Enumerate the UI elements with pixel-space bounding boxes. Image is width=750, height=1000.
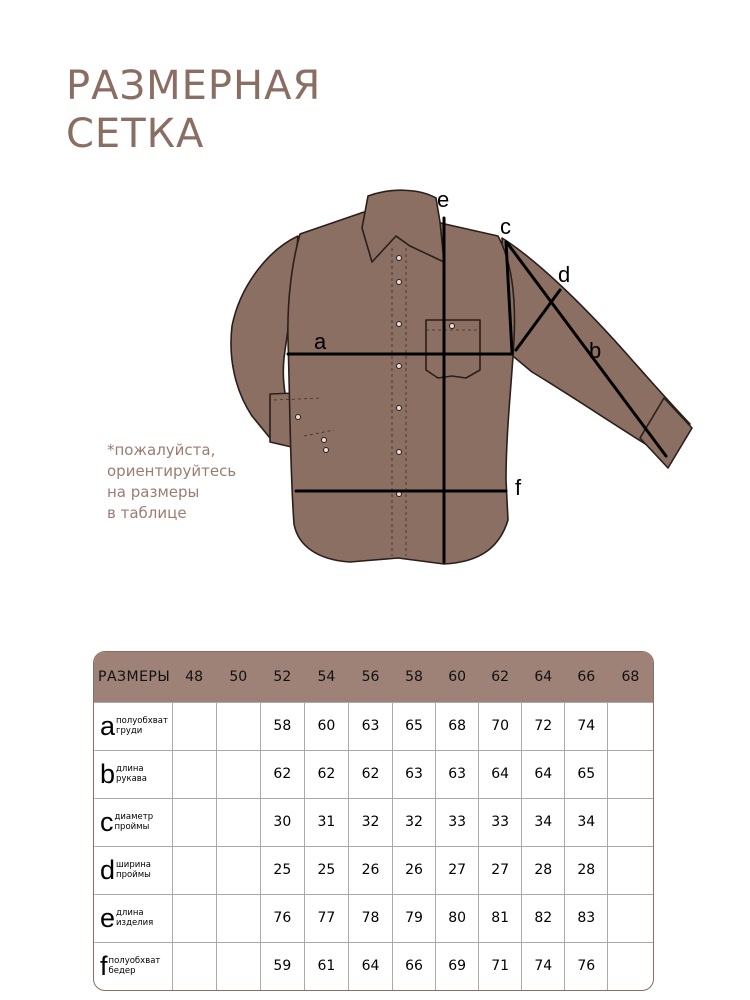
value-cell: 65	[565, 750, 608, 798]
parameter-description-line: длина	[116, 764, 144, 774]
value-cell: 63	[436, 750, 479, 798]
table-row	[94, 750, 653, 798]
value-cell	[172, 750, 216, 798]
parameter-description-line: ширина	[116, 860, 152, 870]
value-cell	[216, 702, 260, 750]
note-line-3: на размеры	[107, 483, 200, 501]
table-row	[94, 702, 653, 750]
value-cell: 28	[522, 846, 565, 894]
value-cell: 58	[260, 702, 304, 750]
value-cell: 74	[565, 702, 608, 750]
parameter-cell	[94, 846, 172, 894]
value-cell	[172, 894, 216, 942]
parameter-description-line: проймы	[116, 870, 151, 880]
shirt-body	[288, 212, 515, 564]
value-cell: 66	[393, 942, 436, 990]
table-row	[94, 894, 653, 942]
value-cell	[216, 798, 260, 846]
size-table	[93, 651, 654, 991]
note-line-1: *пожалуйста,	[107, 441, 216, 459]
size-header-cell: 52	[273, 668, 292, 685]
value-cell: 27	[436, 846, 479, 894]
value-cell: 72	[522, 702, 565, 750]
value-cell: 33	[436, 798, 479, 846]
parameter-letter: c	[100, 806, 114, 837]
parameter-description-line: проймы	[114, 822, 150, 832]
value-cell	[608, 750, 653, 798]
value-cell: 28	[565, 846, 608, 894]
label-b: b	[589, 338, 602, 363]
value-cell: 63	[348, 702, 392, 750]
button	[397, 450, 402, 455]
table-row	[94, 942, 653, 990]
table-row	[94, 798, 653, 846]
value-cell: 83	[565, 894, 608, 942]
button	[322, 438, 327, 443]
value-cell	[216, 942, 260, 990]
value-cell: 34	[565, 798, 608, 846]
size-header-row	[94, 652, 653, 702]
parameter-cell	[94, 702, 172, 750]
parameter-description-line: изделия	[116, 918, 154, 928]
button	[397, 364, 402, 369]
note-line-2: ориентируйтесь	[107, 462, 237, 480]
value-cell	[608, 942, 653, 990]
value-cell: 59	[260, 942, 304, 990]
value-cell: 62	[304, 750, 348, 798]
value-cell	[216, 846, 260, 894]
value-cell: 31	[304, 798, 348, 846]
value-cell	[216, 750, 260, 798]
parameter-cell	[94, 798, 172, 846]
button	[397, 406, 402, 411]
value-cell: 68	[436, 702, 479, 750]
size-header-cell: 58	[405, 668, 423, 685]
parameter-description	[116, 716, 168, 736]
value-cell	[608, 894, 653, 942]
value-cell: 71	[479, 942, 522, 990]
label-f: f	[515, 475, 522, 500]
value-cell: 82	[522, 894, 565, 942]
value-cell	[608, 798, 653, 846]
parameter-cell	[94, 894, 172, 942]
value-cell: 69	[436, 942, 479, 990]
parameter-letter: b	[100, 758, 116, 789]
sizes-header-label: РАЗМЕРЫ	[98, 668, 171, 685]
title-line-1: РАЗМЕРНАЯ	[66, 63, 322, 109]
value-cell	[608, 702, 653, 750]
value-cell: 26	[348, 846, 392, 894]
value-cell: 76	[565, 942, 608, 990]
title-line-2: СЕТКА	[66, 111, 205, 157]
parameter-cell	[94, 942, 172, 990]
value-cell: 62	[348, 750, 392, 798]
parameter-description-line: диаметр	[114, 812, 154, 822]
size-header-cell: 54	[317, 668, 336, 685]
parameter-cell	[94, 750, 172, 798]
parameter-letter: d	[100, 854, 116, 885]
parameter-letter: a	[100, 710, 116, 741]
parameter-description	[115, 812, 154, 832]
parameter-description-line: полуобхват	[108, 956, 161, 967]
value-cell	[172, 942, 216, 990]
table-row	[94, 846, 653, 894]
size-header-cell: 66	[577, 668, 596, 685]
size-header-cell: 68	[621, 668, 640, 685]
value-cell	[172, 846, 216, 894]
button	[397, 280, 402, 285]
value-cell: 79	[393, 894, 436, 942]
label-a: a	[314, 329, 327, 354]
value-cell: 26	[393, 846, 436, 894]
value-cell: 65	[393, 702, 436, 750]
value-cell: 81	[479, 894, 522, 942]
button	[324, 448, 329, 453]
value-cell: 64	[522, 750, 565, 798]
value-cell	[608, 846, 653, 894]
value-cell: 27	[479, 846, 522, 894]
parameter-description	[116, 860, 151, 880]
size-header-cell: 60	[448, 668, 467, 685]
parameter-description-line: груди	[116, 726, 143, 736]
button	[296, 415, 301, 420]
value-cell	[172, 798, 216, 846]
label-c: c	[500, 214, 511, 239]
size-note	[107, 440, 257, 524]
value-cell: 76	[260, 894, 304, 942]
parameter-description-line: длина	[116, 908, 144, 918]
value-cell	[216, 894, 260, 942]
value-cell: 78	[348, 894, 392, 942]
parameter-description-line: полуобхват	[116, 716, 168, 726]
value-cell: 80	[436, 894, 479, 942]
parameter-description	[109, 956, 161, 976]
button	[397, 256, 402, 261]
size-header-cell: 50	[229, 668, 248, 685]
value-cell: 33	[479, 798, 522, 846]
size-header-cell: 64	[534, 668, 553, 685]
value-cell: 70	[479, 702, 522, 750]
button	[450, 324, 455, 329]
value-cell: 25	[260, 846, 304, 894]
value-cell	[172, 702, 216, 750]
size-header-cell: 62	[491, 668, 510, 685]
size-header-cell: 56	[361, 668, 380, 685]
value-cell: 64	[479, 750, 522, 798]
parameter-description	[116, 764, 147, 784]
parameter-description-line: бедер	[108, 966, 136, 977]
parameter-description-line: рукава	[116, 774, 148, 784]
value-cell: 63	[393, 750, 436, 798]
label-e: e	[437, 187, 450, 212]
size-header-cell: 48	[185, 668, 204, 685]
value-cell: 25	[304, 846, 348, 894]
value-cell: 62	[260, 750, 304, 798]
value-cell: 60	[304, 702, 348, 750]
parameter-letter: e	[100, 902, 116, 933]
label-d: d	[558, 262, 571, 287]
value-cell: 32	[348, 798, 392, 846]
value-cell: 61	[304, 942, 348, 990]
value-cell: 32	[393, 798, 436, 846]
button	[397, 322, 402, 327]
value-cell: 34	[522, 798, 565, 846]
value-cell: 30	[260, 798, 304, 846]
parameter-description	[116, 908, 153, 928]
value-cell: 64	[348, 942, 392, 990]
parameter-letter: f	[100, 950, 108, 981]
note-line-4: в таблице	[107, 504, 187, 522]
value-cell: 77	[304, 894, 348, 942]
value-cell: 74	[522, 942, 565, 990]
